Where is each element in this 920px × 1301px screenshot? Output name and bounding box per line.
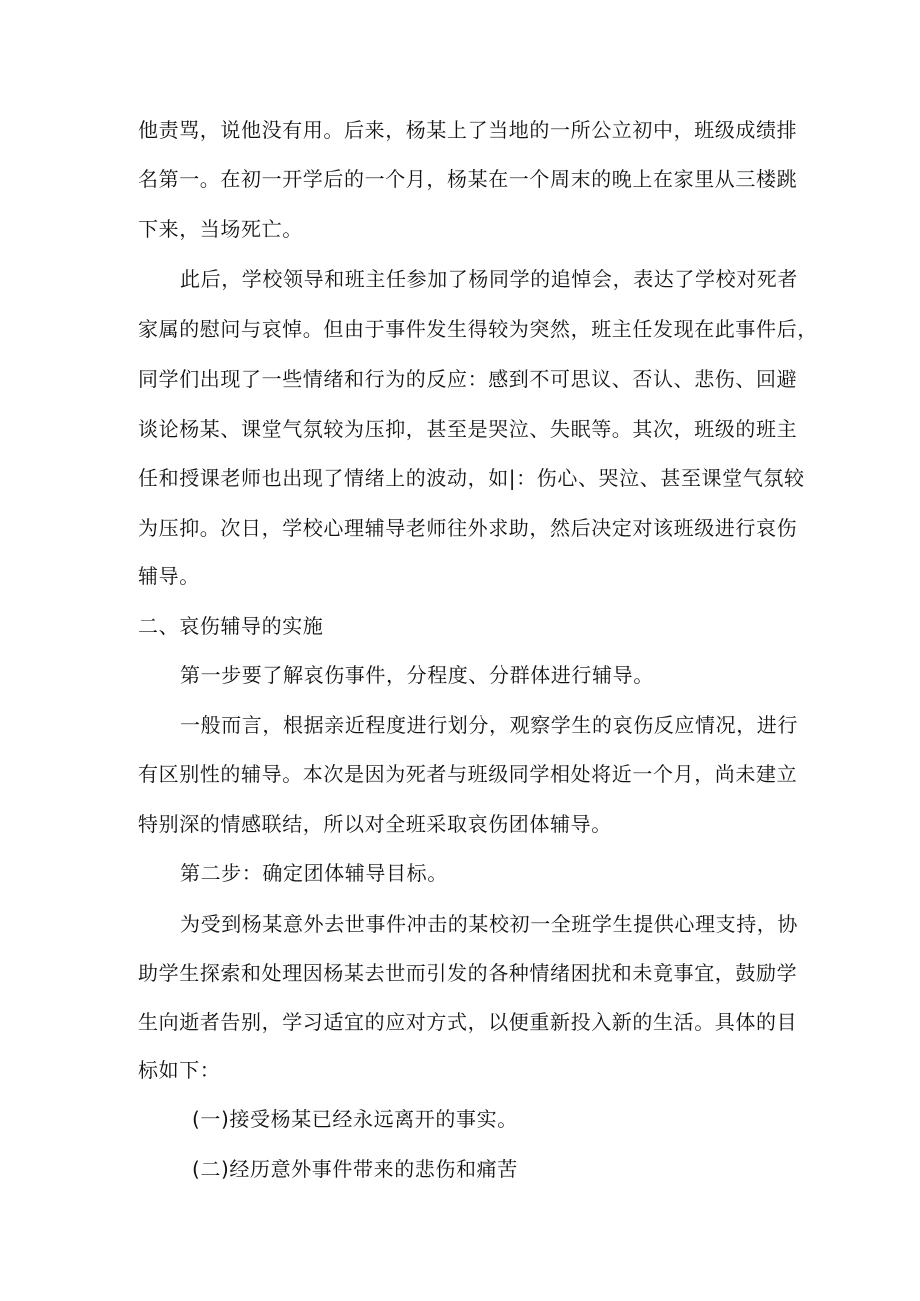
- text-line: 有区别性的辅导。本次是因为死者与班级同学相处将近一个月，尚未建立: [138, 762, 798, 786]
- text-line: 任和授课老师也出现了情绪上的波动，如|：伤心、哭泣、甚至课堂气氛较: [138, 466, 805, 490]
- text-line: 生向逝者告别，学习适宜的应对方式，以便重新投入新的生活。具体的目: [138, 1010, 798, 1034]
- text-line: 下来，当场死亡。: [138, 217, 303, 241]
- section-heading: 二、哀伤辅导的实施: [138, 614, 324, 638]
- text-line: 同学们出现了一些情绪和行为的反应：感到不可思议、否认、悲伤、回避: [138, 367, 798, 391]
- text-line: 标如下：: [138, 1058, 221, 1082]
- text-line: 名第一。在初一开学后的一个月，杨某在一个周末的晚上在家里从三楼跳: [138, 167, 798, 191]
- text-line: 谈论杨某、课堂气氛较为压抑，甚至是哭泣、失眠等。其次，班级的班主: [138, 417, 798, 441]
- text-line: 助学生探索和处理因杨某去世而引发的各种情绪困扰和未竟事宜，鼓励学: [138, 961, 798, 985]
- goal-item: (二)经历意外事件带来的悲伤和痛苦: [192, 1157, 518, 1181]
- goal-item: (一)接受杨某已经永远离开的事实。: [192, 1107, 518, 1131]
- step-heading: 第二步：确定团体辅导目标。: [180, 861, 448, 885]
- text-line: 特别深的情感联结，所以对全班采取哀伤团体辅导。: [138, 812, 612, 836]
- text-line: 为压抑。次日，学校心理辅导老师往外求助，然后决定对该班级进行哀伤: [138, 516, 798, 540]
- paragraph-start-line: 一般而言，根据亲近程度进行划分，观察学生的哀伤反应情况，进行: [180, 713, 798, 737]
- step-heading: 第一步要了解哀伤事件，分程度、分群体进行辅导。: [180, 663, 654, 687]
- text-line: 他责骂，说他没有用。后来，杨某上了当地的一所公立初中，班级成绩排: [138, 118, 798, 142]
- paragraph-start-line: 为受到杨某意外去世事件冲击的某校初一全班学生提供心理支持，协: [180, 912, 798, 936]
- paragraph-start-line: 此后，学校领导和班主任参加了杨同学的追悼会，表达了学校对死者: [180, 267, 798, 291]
- text-line: 家属的慰问与哀悼。但由于事件发生得较为突然，班主任发现在此事件后，: [138, 317, 818, 341]
- text-line: 辅导。: [138, 564, 200, 588]
